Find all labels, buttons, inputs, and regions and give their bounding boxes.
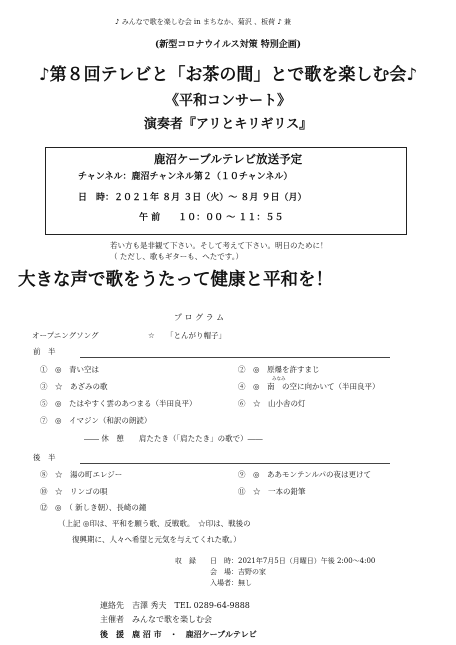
item-number: ⑨	[238, 470, 246, 479]
item-number: ②	[238, 365, 246, 374]
item-mark: ☆	[55, 487, 63, 496]
item-number: ⑤	[40, 399, 48, 408]
program-item	[40, 470, 122, 480]
item-title: 南 の空に向かいて（半田良平）	[267, 382, 380, 391]
item-number: ③	[40, 382, 48, 391]
item-title: たはやすく雲のあつまる（半田良平）	[69, 399, 197, 408]
program-item	[40, 365, 99, 375]
recording-place: 吉野の家	[238, 568, 266, 576]
contact-person: 吉澤 秀夫	[132, 601, 167, 610]
opening-song: 「とんがり帽子」	[166, 331, 226, 340]
item-mark: ☆	[55, 470, 63, 479]
item-title: 山小舎の灯	[268, 399, 306, 408]
program-item	[238, 382, 380, 392]
item-title: 一本の鉛筆	[268, 487, 306, 496]
time-label: 午 前	[139, 213, 161, 223]
invite-line-2: （ ただし、歌もギターも、へたです。）	[110, 252, 243, 261]
contact-label: 連絡先	[100, 601, 124, 610]
item-number: ⑦	[40, 416, 48, 425]
intermission: ―― 休 憩 肩たたき（「肩たたき」の歌で）――	[84, 434, 263, 443]
item-mark: ☆	[55, 382, 63, 391]
host-name: みんなで歌を楽しむ会	[132, 615, 212, 624]
recording-fee-row	[210, 579, 252, 588]
item-mark: ◎	[55, 416, 62, 425]
subtitle: (新型コロナウイルス対策 特別企画)	[154, 40, 302, 50]
first-half-label: 前 半	[33, 347, 56, 356]
broadcast-title: 鹿沼ケーブルテレビ放送予定	[153, 152, 303, 166]
program-item	[238, 470, 371, 480]
opening-mark: ☆	[148, 331, 155, 340]
item-number: ⑩	[40, 487, 48, 496]
item-title: 青い空は	[69, 365, 100, 374]
recording-date: 2021年7月5日（月曜日）午後 2:00～4:00	[238, 557, 376, 565]
recording-date-label: 日 時：	[210, 557, 238, 565]
concert-title: 《平和コンサート》	[165, 93, 291, 109]
host-label: 主催者	[100, 615, 124, 624]
item-number: ④	[238, 382, 246, 391]
recording-place-row	[210, 568, 266, 577]
program-item	[238, 365, 320, 375]
item-mark: ◎	[253, 382, 260, 391]
support-row	[100, 629, 257, 639]
item-mark: ☆	[253, 487, 261, 496]
item-title: 原爆を許すまじ	[267, 365, 320, 374]
item-title: イマジン（和訳の朗読）	[69, 416, 152, 425]
program-note-1: （上記 ◎印は、平和を願う歌、反戦歌。 ☆印は、戦後の	[58, 519, 251, 528]
item-number: ①	[40, 365, 48, 374]
second-half-label: 後 半	[33, 453, 56, 462]
time-row	[139, 213, 283, 224]
recording-fee: 無し	[238, 579, 252, 587]
support-names: 鹿 沼 市 ・ 鹿沼ケーブルテレビ	[132, 629, 257, 639]
program-heading: プ ロ グ ラ ム	[174, 313, 225, 322]
event-title: ♪第８回テレビと「お茶の間」とで歌を楽しむ会♪	[38, 65, 418, 85]
recording-date-row	[210, 557, 375, 566]
item-title: ああモンテンルパの夜は更けて	[267, 470, 371, 479]
date-label: 日 時：	[78, 193, 115, 203]
channel-value: 鹿沼チャンネル第２（１０チャンネル）	[131, 172, 293, 182]
contact-tel: TEL 0289-64-9888	[174, 601, 250, 610]
item-mark: ◎	[55, 503, 62, 512]
contact-row	[100, 601, 250, 611]
host-row	[100, 615, 212, 625]
program-item	[238, 399, 306, 409]
date-value: ２０２１年 ８月 ３日（火）～ ８月 ９日（月）	[114, 193, 307, 203]
support-label: 後 援	[100, 629, 124, 639]
channel-row	[78, 172, 292, 183]
item-title: （ 新しき朝）、長崎の鐘	[69, 503, 147, 512]
item-number: ⑥	[238, 399, 246, 408]
program-note-2: 復興期に、人々へ希望と元気を与えてくれた歌。）	[72, 535, 241, 544]
item-number: ⑪	[238, 487, 246, 496]
channel-label: チャンネル：	[78, 172, 132, 182]
item-title: リンゴの唄	[70, 487, 108, 496]
recording-label: 収 録	[175, 557, 196, 565]
program-item	[40, 382, 108, 392]
item-mark: ◎	[55, 399, 62, 408]
item-number: ⑫	[40, 503, 48, 512]
date-row	[78, 193, 307, 204]
ruby-minami: みなみ	[272, 377, 286, 382]
program-item	[238, 487, 306, 497]
item-title: 湯の町エレジー	[70, 470, 123, 479]
recording-place-label: 会 場：	[210, 568, 238, 576]
slogan: 大きな声で歌をうたって健康と平和を！	[18, 270, 333, 290]
program-item	[40, 503, 146, 513]
opening-label: オープニングソング	[32, 331, 99, 340]
section-divider	[80, 357, 390, 358]
invite-line-1: 若い方も是非観て下さい。そして考えて下さい。明日のために！	[110, 241, 328, 250]
item-mark: ◎	[55, 365, 62, 374]
performer-line: 演奏者『アリとキリギリス』	[143, 117, 313, 132]
time-value: １０：００ ～ １１：５５	[178, 213, 284, 223]
item-mark: ◎	[253, 365, 260, 374]
organizers-line: ♪ みんなで歌を楽しむ会 in まちなか、菊沢 、板荷 ♪ 兼	[115, 18, 292, 26]
item-mark: ☆	[253, 399, 261, 408]
recording-fee-label: 入場者：	[210, 579, 238, 587]
program-item	[40, 399, 197, 409]
program-item	[40, 487, 108, 497]
section-divider	[80, 463, 390, 464]
item-number: ⑧	[40, 470, 48, 479]
item-mark: ◎	[253, 470, 260, 479]
program-item	[40, 416, 151, 426]
item-title: あざみの歌	[70, 382, 108, 391]
